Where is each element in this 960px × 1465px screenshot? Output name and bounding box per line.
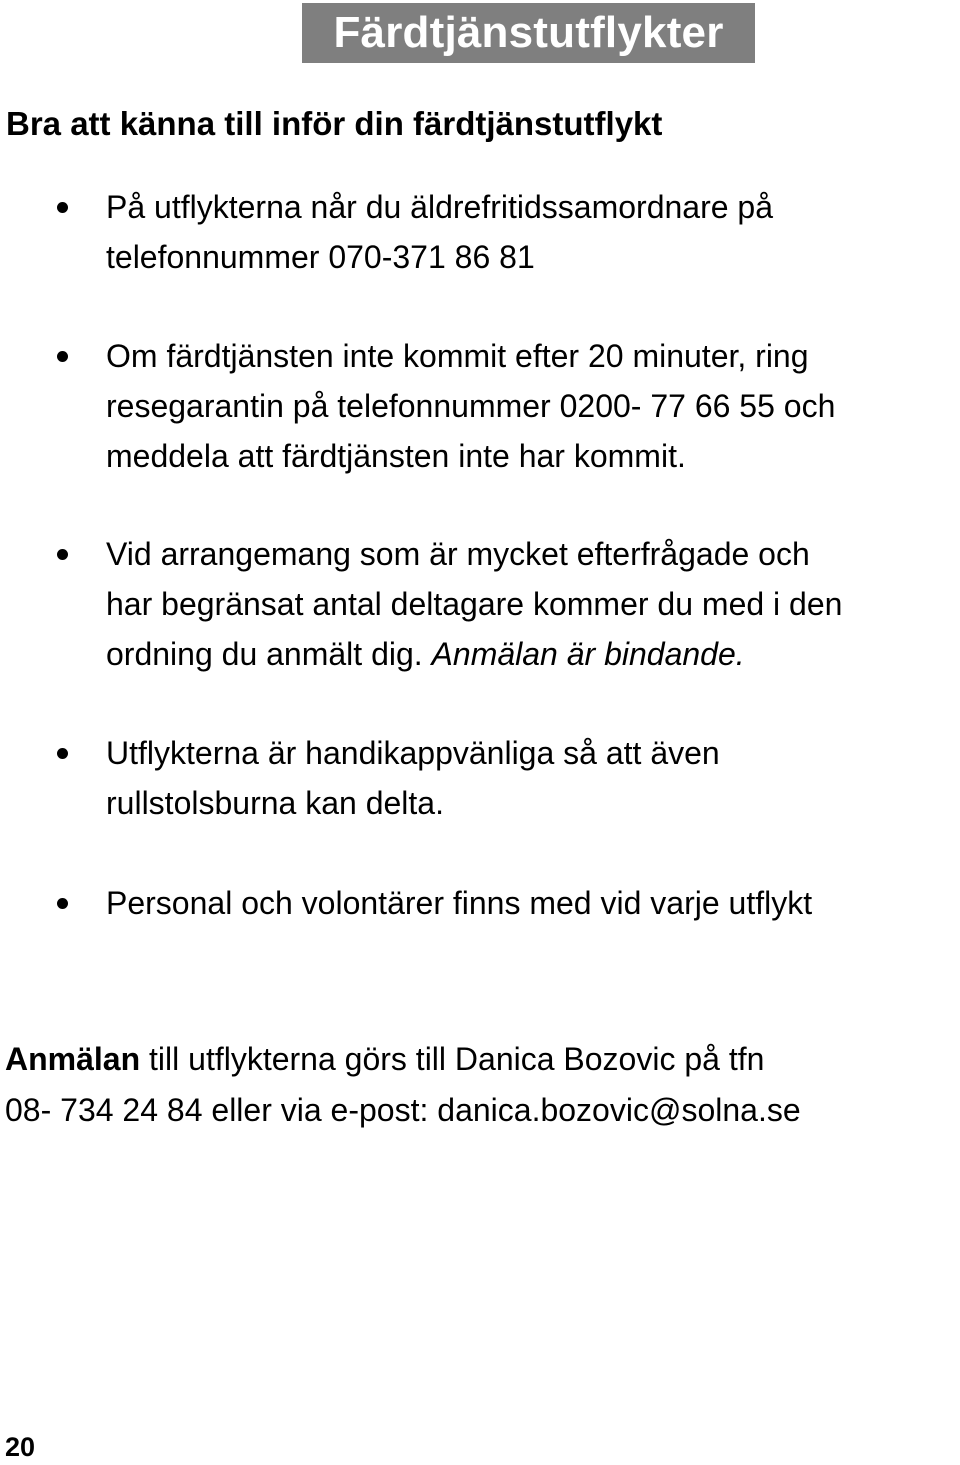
bullet-item-booking-order [106, 529, 960, 679]
signup-contact: 08- 734 24 84 eller via e-post: danica.bozovic@solna.se [5, 1092, 801, 1128]
bullet-line: resegarantin på telefonnummer 0200- 77 66 55 och [106, 388, 836, 424]
bullet-line: På utflykterna når du äldrefritidssamordnare på [106, 189, 774, 225]
bullet-line: har begränsat antal deltagare kommer du med i den [106, 586, 843, 622]
page-number: 20 [5, 1432, 36, 1462]
bullet-line: Personal och volontärer finns med vid varje utflykt [106, 885, 813, 921]
signup-info [5, 1034, 801, 1136]
bullet-line: meddela att färdtjänsten inte har kommit. [106, 438, 686, 474]
bullet-icon [57, 351, 68, 362]
signup-label: Anmälan [5, 1041, 141, 1077]
section-heading: Bra att känna till inför din färdtjänstutflykt [6, 105, 663, 142]
bullet-line: Om färdtjänsten inte kommit efter 20 minuter, ring [106, 338, 809, 374]
bullet-line-text: ordning du anmält dig. [106, 636, 423, 672]
bullet-icon [57, 549, 68, 560]
bullet-line: Vid arrangemang som är mycket efterfrågade och [106, 536, 810, 572]
bullet-line: Utflykterna är handikappvänliga så att även [106, 735, 720, 771]
bullet-item-staff [106, 878, 960, 928]
bullet-item-accessibility [106, 728, 960, 828]
bullet-icon [57, 748, 68, 759]
bullet-line: rullstolsburna kan delta. [106, 785, 444, 821]
signup-line-1 [5, 1034, 801, 1085]
signup-text: till utflykterna görs till Danica Bozovic på tfn [149, 1041, 765, 1077]
page-title: Färdtjänstutflykter [302, 3, 755, 63]
bullet-icon [57, 202, 68, 213]
binding-notice: Anmälan är bindande. [431, 636, 745, 672]
bullet-icon [57, 898, 68, 909]
bullet-line-with-emphasis [106, 629, 960, 679]
bullet-item-phone [106, 182, 960, 282]
bullet-item-delay [106, 331, 960, 481]
bullet-line: telefonnummer 070-371 86 81 [106, 239, 535, 275]
